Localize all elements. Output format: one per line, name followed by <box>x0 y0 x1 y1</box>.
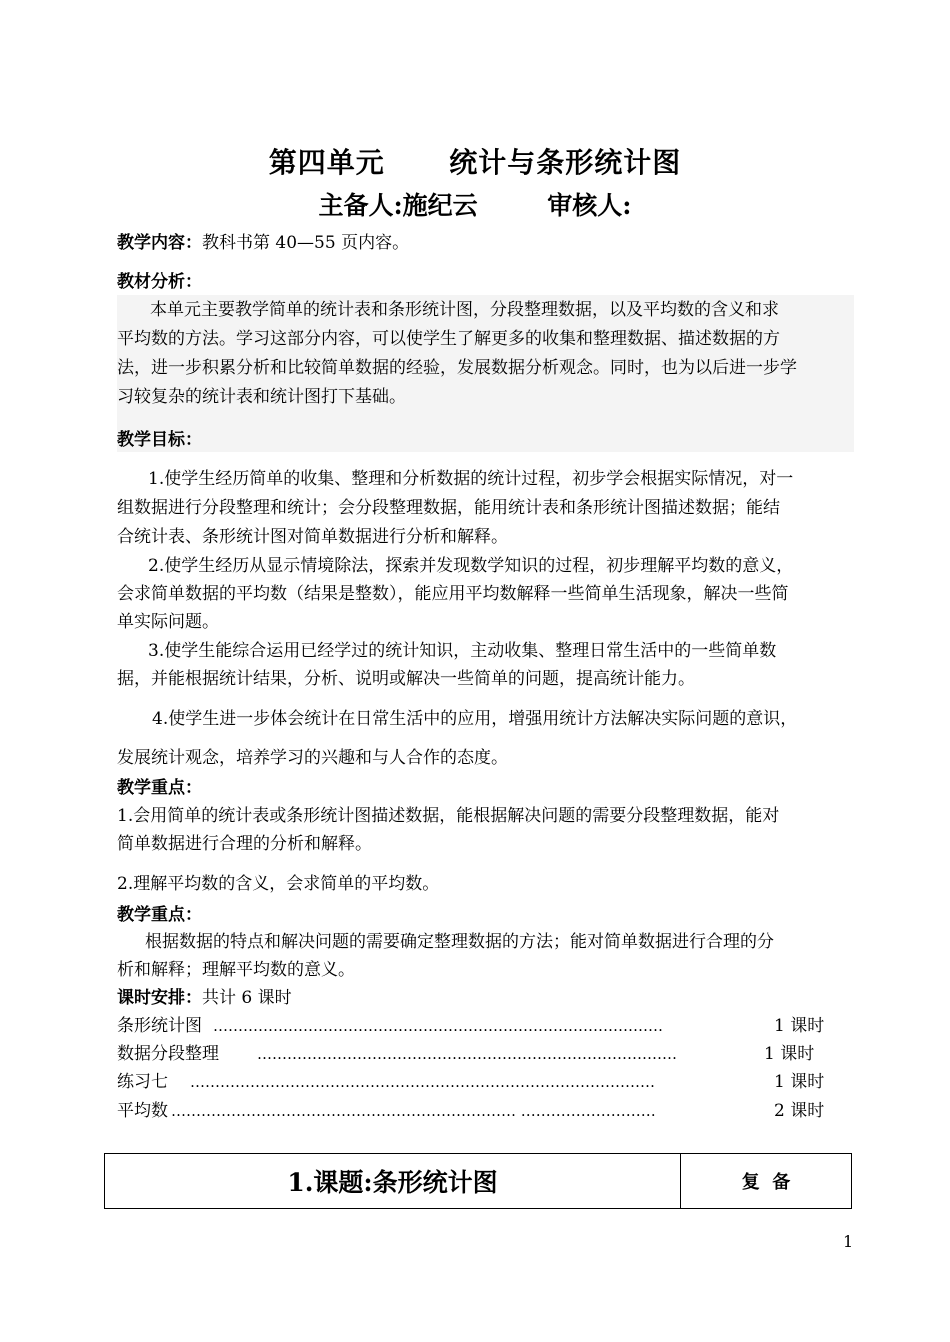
schedule-item <box>117 1040 837 1069</box>
analysis-line-1: 本单元主要教学简单的统计表和条形统计图，分段整理数据，以及平均数的含义和求 <box>150 300 779 320</box>
difficulty-line-1: 根据数据的特点和解决问题的需要确定整理数据的方法；能对简单数据进行合理的分 <box>145 932 774 952</box>
analysis-label: 教材分析： <box>117 272 202 292</box>
analysis-line-2: 平均数的方法。学习这部分内容，可以使学生了解更多的收集和整理数据、描述数据的方 <box>117 329 780 349</box>
teaching-content-text: 教科书第 40—55 页内容。 <box>202 233 410 253</box>
keypoint-1-line-1: 1.会用简单的统计表或条形统计图描述数据，能根据解决问题的需要分段整理数据，能对 <box>117 806 780 826</box>
schedule-item-hours: 1 课时 <box>764 1044 815 1064</box>
schedule-item <box>117 1012 837 1041</box>
unit-title: 第四单元 统计与条形统计图 <box>268 146 682 179</box>
difficulty-line-2: 析和解释；理解平均数的意义。 <box>117 960 355 980</box>
goal-1-line-1: 1.使学生经历简单的收集、整理和分析数据的统计过程，初步学会根据实际情况，对一 <box>148 469 794 489</box>
schedule-item-hours: 1 课时 <box>774 1016 825 1036</box>
keypoint-1-line-2: 简单数据进行合理的分析和解释。 <box>117 834 372 854</box>
analysis-line-4: 习较复杂的统计表和统计图打下基础。 <box>117 387 406 407</box>
goals-label: 教学目标： <box>117 430 202 450</box>
schedule-item-name: 练习七 <box>117 1072 168 1092</box>
schedule-item-name: 平均数 <box>117 1101 168 1121</box>
lesson-table <box>104 1153 852 1209</box>
schedule-item-dots: ………………………………………………………………………… <box>257 1045 677 1063</box>
goal-1-line-2: 组数据进行分段整理和统计；会分段整理数据，能用统计表和条形统计图描述数据；能结 <box>117 498 780 518</box>
keypoints-label: 教学重点： <box>117 778 202 798</box>
keypoint-2: 2.理解平均数的含义，会求简单的平均数。 <box>117 874 440 894</box>
teaching-content <box>117 229 409 258</box>
schedule-heading <box>117 984 292 1013</box>
goal-2-line-1: 2.使学生经历从显示情境除法，探索并发现数学知识的过程，初步理解平均数的意义， <box>148 556 794 576</box>
teaching-content-label: 教学内容： <box>117 233 202 253</box>
schedule-item-dots: …………………………………………………………… ……………………… <box>171 1102 656 1120</box>
review-cell: 复 备 <box>741 1172 791 1193</box>
goal-2-line-3: 单实际问题。 <box>117 612 219 632</box>
difficulty-label: 教学重点： <box>117 905 202 925</box>
schedule-item-hours: 2 课时 <box>774 1101 825 1121</box>
schedule-item-dots: ………………………………………………………………………………… <box>190 1073 655 1091</box>
analysis-line-3: 法，进一步积累分析和比较简单数据的经验，发展数据分析观念。同时，也为以后进一步学 <box>117 358 797 378</box>
goal-3-line-1: 3.使学生能综合运用已经学过的统计知识，主动收集、整理日常生活中的一些简单数 <box>148 641 777 661</box>
schedule-total: 共计 6 课时 <box>202 988 292 1008</box>
schedule-item <box>117 1097 837 1126</box>
schedule-item-dots: ……………………………………………………………………………… <box>213 1017 663 1035</box>
page-number: 1 <box>843 1232 854 1251</box>
schedule-item-hours: 1 课时 <box>774 1072 825 1092</box>
goal-4-line-1: 4.使学生进一步体会统计在日常生活中的应用，增强用统计方法解决实际问题的意识， <box>152 709 798 729</box>
lesson-title: 1.课题:条形统计图 <box>105 1154 681 1208</box>
schedule-item-name: 数据分段整理 <box>117 1044 219 1064</box>
goal-3-line-2: 据，并能根据统计结果，分析、说明或解决一些简单的问题，提高统计能力。 <box>117 669 695 689</box>
preparer-reviewer-line: 主备人:施纪云 审核人: <box>318 191 632 220</box>
schedule-item <box>117 1068 837 1097</box>
goal-1-line-3: 合统计表、条形统计图对简单数据进行分析和解释。 <box>117 527 508 547</box>
goal-2-line-2: 会求简单数据的平均数（结果是整数），能应用平均数解释一些简单生活现象，解决一些简 <box>117 584 789 604</box>
schedule-item-name: 条形统计图 <box>117 1016 202 1036</box>
goal-4-line-2: 发展统计观念，培养学习的兴趣和与人合作的态度。 <box>117 748 508 768</box>
schedule-label: 课时安排： <box>117 988 202 1008</box>
